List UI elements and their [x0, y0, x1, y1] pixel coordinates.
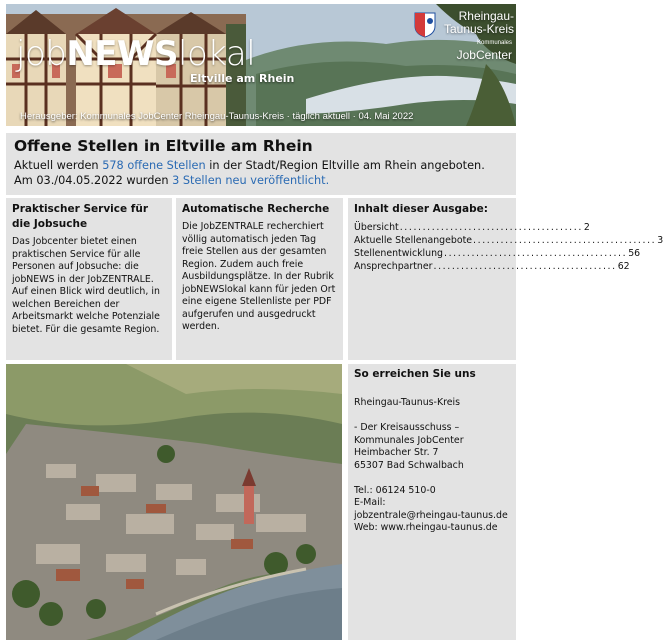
contact-address-line: Heimbacher Str. 7: [354, 447, 439, 458]
toc-item[interactable]: [354, 247, 641, 260]
toc-item-page: 56: [628, 248, 641, 259]
contact-address-line: - Der Kreisausschuss –: [354, 422, 460, 433]
toc-item-page: 3: [657, 235, 663, 246]
summary-line-1: Aktuell werden 578 offene Stellen in der Stadt/Region Eltville am Rhein angeboten.: [14, 159, 485, 172]
toc-item-label: Ansprechpartner: [354, 261, 433, 272]
service-title: Praktischer Service für die Jobsuche: [12, 203, 148, 230]
new-jobs-link[interactable]: 3 Stellen neu veröffentlicht.: [172, 174, 330, 187]
contact-org: Rheingau-Taunus-Kreis: [354, 397, 460, 408]
toc-item-label: Übersicht: [354, 222, 399, 233]
header-banner: [6, 4, 516, 126]
toc-leader: ........................................: [473, 235, 657, 246]
summary-line-2: Am 03./04.05.2022 wurden 3 Stellen neu veröffentlicht.: [14, 174, 330, 187]
contact-phone[interactable]: Tel.: 06124 510-0: [354, 484, 436, 496]
logo-jobnewslokal: jobNEWSlokal: [16, 34, 256, 74]
jobcenter-label: JobCenter: [456, 48, 512, 62]
service-box: [6, 198, 172, 360]
toc-leader: ........................................: [399, 222, 583, 233]
contact-title: So erreichen Sie uns: [354, 368, 476, 380]
kommunales-label: Kommunales: [476, 40, 512, 46]
contact-email-link[interactable]: jobzentrale@rheingau-taunus.de: [354, 509, 508, 521]
page-title: Offene Stellen in Eltville am Rhein: [14, 137, 313, 155]
toc-title: Inhalt dieser Ausgabe:: [354, 203, 488, 215]
open-jobs-link[interactable]: 578 offene Stellen: [102, 159, 206, 172]
toc-item[interactable]: [354, 221, 590, 234]
service-text: Das Jobcenter bietet einen praktischen Service für alle Personen auf Jobsuche: die jobNEWS in der JobZENTRALE. Auf einen Blick wird deutlich, in welchen Bereichen der Arbeitsmarkt welche Potenziale bietet. Für die gesamte Region.: [12, 236, 160, 335]
toc-item-page: 62: [617, 261, 630, 272]
contact-address-line: Kommunales JobCenter: [354, 434, 464, 446]
toc-item-label: Aktuelle Stellenangebote: [354, 235, 473, 246]
toc-box: [348, 198, 663, 360]
toc-leader: ........................................: [433, 261, 617, 272]
contact-email-label: E-Mail:: [354, 497, 386, 508]
district-logo: [408, 4, 516, 70]
toc-leader: ........................................: [444, 248, 628, 259]
logo-subtitle: Eltville am Rhein: [190, 72, 295, 85]
research-text: Die JobZENTRALE recherchiert völlig automatisch jeden Tag freie Stellen aus der gesamten Region. Zudem auch freie Ausbildungsplätze. In der Rubrik jobNEWSlokal kann für jeden Ort eine eigene Stellenliste per PDF aufgerufen und ausgedruckt werden.: [182, 221, 336, 332]
publisher-line: Herausgeber: Kommunales JobCenter Rheingau-Taunus-Kreis · täglich aktuell · 04. Mai 2022: [20, 111, 414, 122]
town-aerial-image: [6, 364, 342, 640]
crest-icon: [414, 12, 436, 38]
research-title: Automatische Recherche: [182, 203, 330, 215]
toc-item[interactable]: [354, 234, 663, 247]
contact-box: [348, 364, 516, 640]
research-box: [176, 198, 343, 360]
toc-item-label: Stellenentwicklung: [354, 248, 443, 259]
district-name: Rheingau- Taunus-Kreis: [443, 9, 514, 36]
contact-web-link[interactable]: Web: www.rheingau-taunus.de: [354, 522, 498, 533]
contact-address-line: 65307 Bad Schwalbach: [354, 459, 464, 471]
toc-item[interactable]: [354, 260, 630, 273]
aerial-photo: [6, 364, 342, 640]
toc-item-page: 2: [583, 222, 590, 233]
headline-box: [6, 133, 516, 195]
